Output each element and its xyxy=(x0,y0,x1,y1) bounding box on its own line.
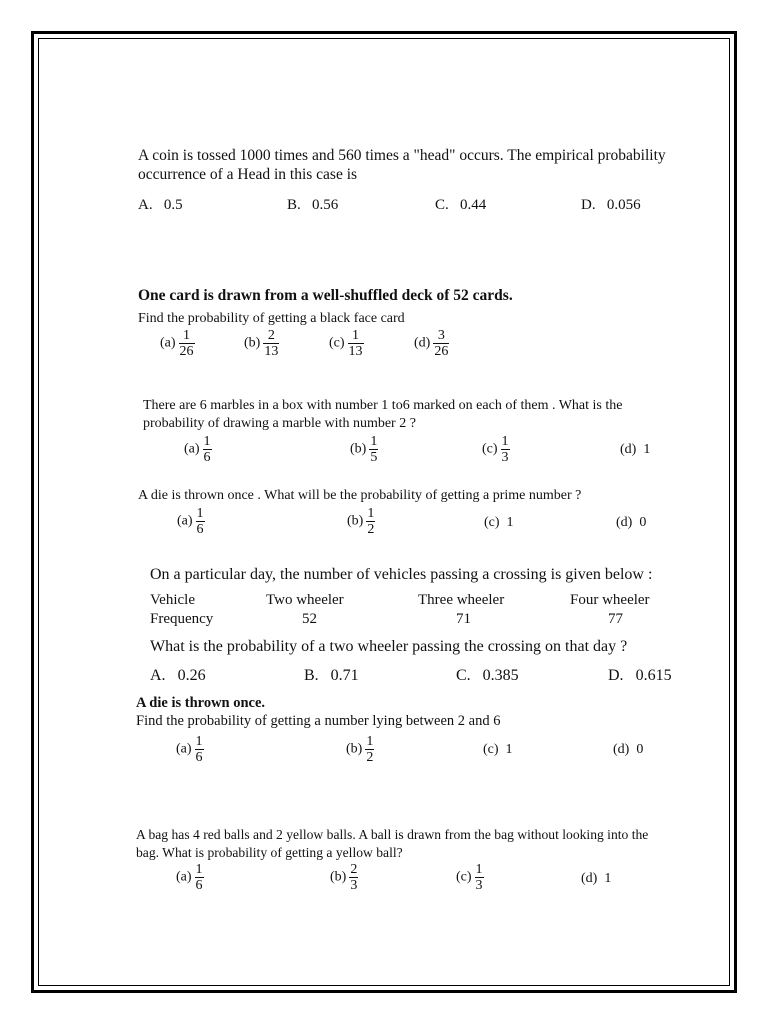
q5-option-b: B. 0.71 xyxy=(304,667,359,684)
q3-option-d: (d) 1 xyxy=(620,442,651,458)
q7-line-2: bag. What is probability of getting a yellow ball? xyxy=(136,845,403,860)
q2-option-b: (b) $\frac{2}{13}$ xyxy=(244,328,279,359)
q6-heading: A die is thrown once. xyxy=(136,695,266,711)
q1-option-c: C. 0.44 xyxy=(435,197,487,213)
q3-line-1: There are 6 marbles in a box with number 1 to6 marked on each of them . What is the xyxy=(143,398,623,413)
q5-option-d: D. 0.615 xyxy=(608,667,672,684)
table-cell: Three wheeler xyxy=(418,592,505,608)
fraction: $\frac{3}{26}$ xyxy=(434,328,449,359)
q5-option-c: C. 0.385 xyxy=(456,667,519,684)
q4-line: A die is thrown once . What will be the probability of getting a prime number ? xyxy=(138,488,582,503)
q4-option-b: (b) $\frac{1}{2}$ xyxy=(347,506,375,537)
table-cell: Four wheeler xyxy=(570,592,650,608)
q1-option-b: B. 0.56 xyxy=(287,197,339,213)
fraction: $\frac{1}{6}$ xyxy=(203,434,211,465)
q3-option-b: (b) $\frac{1}{5}$ xyxy=(350,434,378,465)
table-cell: 71 xyxy=(456,611,471,627)
table-cell: Two wheeler xyxy=(266,592,344,608)
q2-option-a: (a) $\frac{1}{26}$ xyxy=(160,328,194,359)
q1-line-2: occurrence of a Head in this case is xyxy=(138,166,358,183)
q3-option-c: (c) $\frac{1}{3}$ xyxy=(482,434,509,465)
q3-option-a: (a) $\frac{1}{6}$ xyxy=(184,434,211,465)
fraction: $\frac{1}{6}$ xyxy=(196,506,204,537)
table-cell: 52 xyxy=(302,611,317,627)
q4-option-c: (c) 1 xyxy=(484,515,514,531)
q2-line: Find the probability of getting a black face card xyxy=(138,311,405,326)
q5-option-a: A. 0.26 xyxy=(150,667,206,684)
fraction: $\frac{1}{3}$ xyxy=(475,862,483,893)
q4-option-d: (d) 0 xyxy=(616,515,647,531)
q7-line-1: A bag has 4 red balls and 2 yellow balls. A ball is drawn from the bag without looking into the xyxy=(136,827,649,842)
q6-line: Find the probability of getting a number lying between 2 and 6 xyxy=(136,713,501,729)
q1-line-1: A coin is tossed 1000 times and 560 times a "head" occurs. The empirical probability xyxy=(138,147,666,164)
q6-option-b: (b) $\frac{1}{2}$ xyxy=(346,734,374,765)
q5-line: On a particular day, the number of vehicles passing a crossing is given below : xyxy=(150,566,653,583)
q7-option-c: (c) $\frac{1}{3}$ xyxy=(456,862,483,893)
fraction: $\frac{1}{3}$ xyxy=(501,434,509,465)
q2-option-d: (d) $\frac{3}{26}$ xyxy=(414,328,449,359)
q1-option-d: D. 0.056 xyxy=(581,197,641,213)
fraction: $\frac{1}{13}$ xyxy=(348,328,363,359)
fraction: $\frac{1}{6}$ xyxy=(195,862,203,893)
q7-option-d: (d) 1 xyxy=(581,871,612,887)
q1-option-a: A. 0.5 xyxy=(138,197,183,213)
fraction: $\frac{2}{3}$ xyxy=(350,862,358,893)
q3-line-2: probability of drawing a marble with number 2 ? xyxy=(143,416,416,431)
q4-option-a: (a) $\frac{1}{6}$ xyxy=(177,506,204,537)
q6-option-c: (c) 1 xyxy=(483,742,513,758)
q6-option-d: (d) 0 xyxy=(613,742,644,758)
fraction: $\frac{1}{2}$ xyxy=(366,734,374,765)
q5-question: What is the probability of a two wheeler passing the crossing on that day ? xyxy=(150,638,628,655)
table-cell: Vehicle xyxy=(150,592,195,608)
fraction: $\frac{1}{6}$ xyxy=(195,734,203,765)
fraction: $\frac{1}{5}$ xyxy=(370,434,378,465)
q2-heading: One card is drawn from a well-shuffled deck of 52 cards. xyxy=(138,287,513,304)
q7-option-b: (b) $\frac{2}{3}$ xyxy=(330,862,358,893)
fraction: $\frac{1}{26}$ xyxy=(179,328,194,359)
q6-option-a: (a) $\frac{1}{6}$ xyxy=(176,734,203,765)
q2-option-c: (c) $\frac{1}{13}$ xyxy=(329,328,363,359)
fraction: $\frac{1}{2}$ xyxy=(367,506,375,537)
table-cell: 77 xyxy=(608,611,623,627)
fraction: $\frac{2}{13}$ xyxy=(264,328,279,359)
q7-option-a: (a) $\frac{1}{6}$ xyxy=(176,862,203,893)
table-cell: Frequency xyxy=(150,611,214,627)
